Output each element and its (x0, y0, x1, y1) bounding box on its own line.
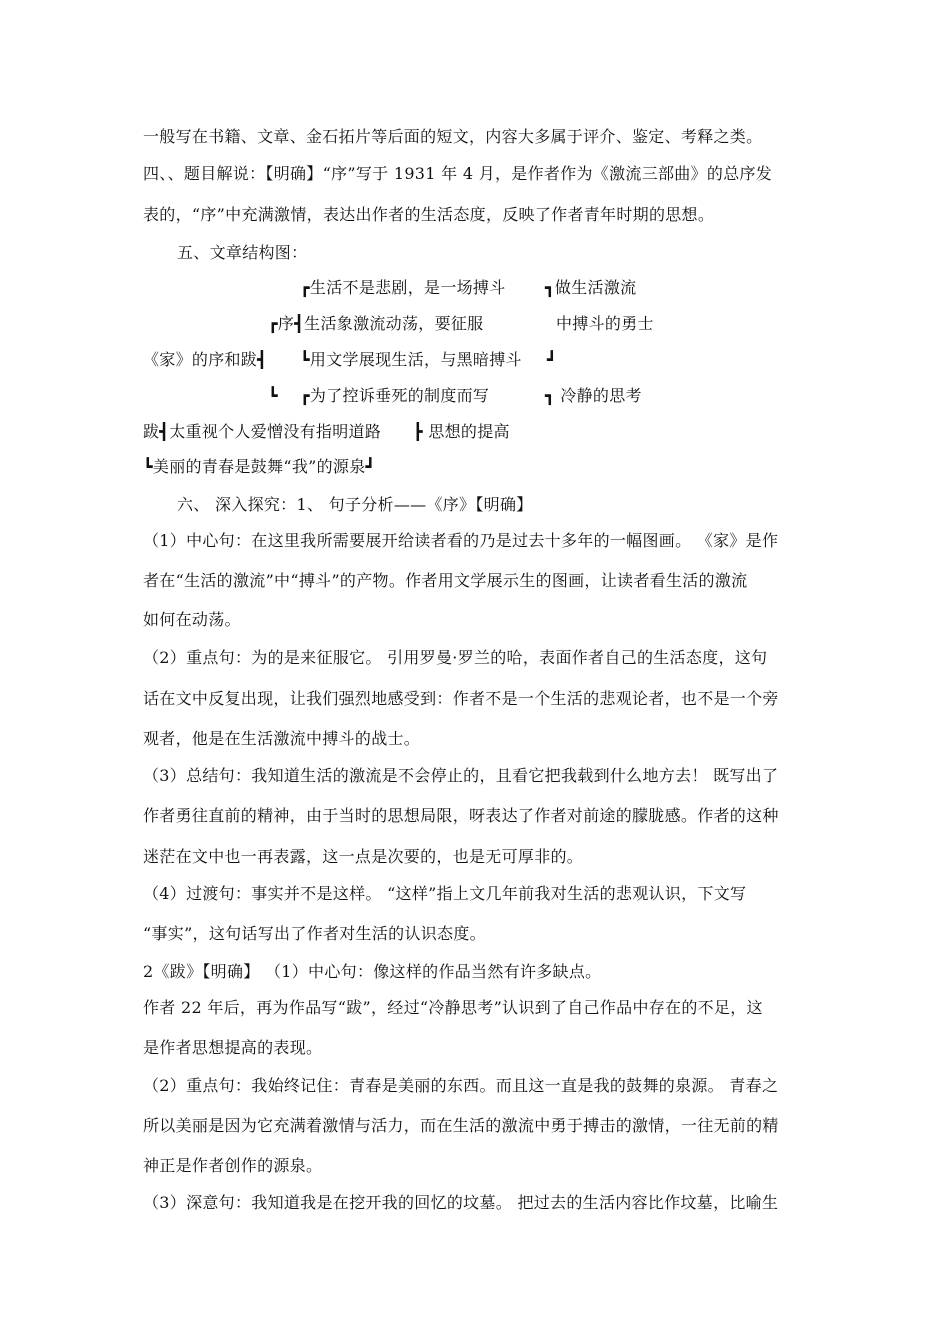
part2-p1-line-2: 是作者思想提高的表现。 (143, 1038, 323, 1057)
diagram-row1-left: ┏生活不是悲剧，是一场搏斗 (300, 278, 506, 297)
s6-p4-line-1: （4）过渡句：事实并不是这样。 “这样”指上文几年前我对生活的悲观认识，下文写 (143, 884, 747, 903)
part2-heading: 2《跋》【明确】 （1）中心句：像这样的作品当然有许多缺点。 (143, 962, 602, 981)
s6-p3-line-2: 作者勇往直前的精神，由于当时的思想局限，呀表达了作者对前途的朦胧感。作者的这种 (143, 806, 779, 825)
s6-p2-line-2: 话在文中反复出现，让我们强烈地感受到：作者不是一个生活的悲观论者，也不是一个旁 (143, 689, 779, 708)
diagram-row5-left: 跋┫太重视个人爱憎没有指明道路 (143, 422, 382, 441)
diagram-row1-right: ┓做生活激流 (545, 278, 637, 297)
s6-p2-line-1: （2）重点句：为的是来征服它。 引用罗曼·罗兰的哈，表面作者自己的生活态度，这句 (143, 648, 768, 667)
diagram-row6: ┗美丽的青春是鼓舞“我”的源泉┛ (143, 457, 376, 476)
s6-p3-line-3: 迷茫在文中也一再表露，这一点是次要的，也是无可厚非的。 (143, 847, 584, 866)
diagram-row3-left: 《家》的序和跋┫ (143, 350, 268, 369)
s6-p1-line-3: 如何在动荡。 (143, 610, 241, 629)
diagram-row5-right: ┣ 思想的提高 (413, 422, 510, 441)
s6-p1-line-2: 者在“生活的激流”中“搏斗”的产物。作者用文学展示生的图画，让读者看生活的激流 (143, 571, 748, 590)
part2-p2-line-2: 所以美丽是因为它充满着激情与活力，而在生活的激流中勇于搏击的激情，一往无前的精 (143, 1116, 779, 1135)
part2-p1-line-1: 作者 22 年后，再为作品写“跋”，经过“冷静思考”认识到了自己作品中存在的不足，这 (143, 998, 763, 1017)
section4-line-2: 表的，“序”中充满激情，表达出作者的生活态度，反映了作者青年时期的思想。 (143, 205, 715, 224)
part2-p3-line-1: （3）深意句：我知道我是在挖开我的回忆的坟墓。 把过去的生活内容比作坟墓，比喻生 (143, 1193, 779, 1212)
diagram-row2-right: 中搏斗的勇士 (556, 314, 654, 333)
section5-heading: 五、文章结构图： (177, 243, 308, 262)
diagram-row3-mid: ┗用文学展现生活，与黑暗搏斗 (300, 350, 522, 369)
part2-p2-line-3: 神正是作者创作的源泉。 (143, 1156, 323, 1175)
diagram-row4-right: ┓ 冷静的思考 (545, 386, 642, 405)
diagram-row2-left: ┏序┫生活象激流动荡，要征服 (268, 314, 484, 333)
diagram-row4-left: ┗ (268, 386, 278, 405)
s6-p1-line-1: （1）中心句：在这里我所需要展开给读者看的乃是过去十多年的一幅图画。 《家》是作 (143, 531, 779, 550)
s6-p2-line-3: 观者，他是在生活激流中搏斗的战士。 (143, 729, 421, 748)
s6-p4-line-2: “事实”，这句话写出了作者对生活的认识态度。 (143, 924, 486, 943)
intro-line: 一般写在书籍、文章、金石拓片等后面的短文，内容大多属于评介、鉴定、考释之类。 (143, 127, 763, 146)
diagram-row4-mid: ┏为了控诉垂死的制度而写 (300, 386, 490, 405)
diagram-row3-right: ┛ (547, 350, 557, 369)
s6-p3-line-1: （3）总结句：我知道生活的激流是不会停止的，且看它把我载到什么地方去！ 既写出了 (143, 766, 779, 785)
section4-line-1: 四、、题目解说：【明确】“序”写于 1931 年 4 月，是作者作为《激流三部曲》的总序发 (143, 164, 773, 183)
section6-heading: 六、 深入探究：1、 句子分析——《序》【明确】 (177, 495, 533, 514)
part2-p2-line-1: （2）重点句：我始终记住：青春是美丽的东西。而且这一直是我的鼓舞的泉源。 青春之 (143, 1076, 779, 1095)
